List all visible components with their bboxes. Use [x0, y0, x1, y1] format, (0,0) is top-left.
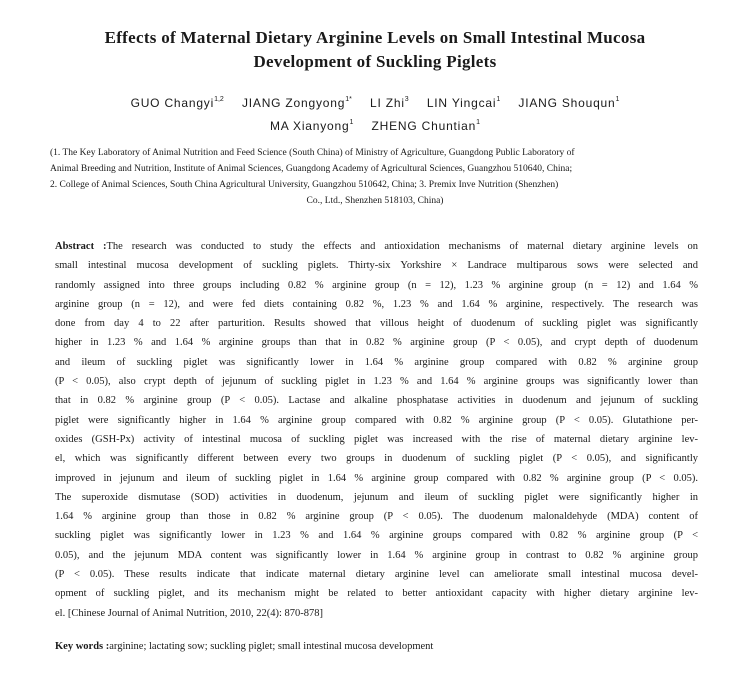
affiliation-line: Co., Ltd., Shenzhen 518103, China) [306, 196, 444, 206]
abstract-text: The research was conducted to study the effects and antioxidation mechanisms of maternal dietary arginine levels on [106, 241, 698, 252]
author-guo [131, 96, 224, 110]
abstract-line: oxides (GSH-Px) activity of intestinal mucosa of suckling piglet was increased with the rise of maternal dietary arginine lev- [55, 433, 698, 445]
paper-title-line-2: Development of Suckling Piglets [253, 52, 497, 71]
abstract-line: arginine group (n = 12), and were fed diets containing 0.82 %, 1.23 % and 1.64 % arginine, respectively. The research was [55, 298, 698, 310]
affiliation-line: 2. College of Animal Sciences, South China Agricultural University, Guangzhou 510642, China; 3. Premix Inve Nutrition (Shenzhen) [50, 180, 559, 190]
abstract-line: 0.05), and the jejunum MDA content was significantly lower in 1.64 % arginine group in contrast to 0.82 % arginine group [55, 549, 698, 561]
abstract-line: The superoxide dismutase (SOD) activities in duodenum, jejunum and ileum of suckling piglet were significantly higher in [55, 491, 698, 503]
author-affiliation-mark: 1 [476, 119, 481, 126]
author-affiliation-mark: 1 [349, 119, 354, 126]
abstract-line: improved in jejunum and ileum of suckling piglet in 1.64 % arginine group compared with 0.82 % arginine group (P < 0.05). [55, 472, 698, 484]
author-name: JIANG Shouqun [518, 96, 616, 110]
author-ma [270, 119, 353, 133]
keywords-label: Key words : [55, 641, 110, 652]
author-affiliation-mark: 3 [404, 96, 409, 103]
paper-title-line-1: Effects of Maternal Dietary Arginine Levels on Small Intestinal Mucosa [104, 28, 646, 47]
affiliation-line: (1. The Key Laboratory of Animal Nutrition and Feed Science (South China) of Ministry of Agriculture, Guangdong Public Laboratory of [50, 148, 575, 158]
author-list-line-1 [40, 96, 710, 110]
abstract-line: that in 0.82 % arginine group (P < 0.05). Lactase and alkaline phosphatase activities in duodenum and jejunum of suckling [55, 395, 698, 407]
abstract-line [55, 237, 698, 256]
author-name: MA Xianyong [269, 119, 350, 133]
abstract-line: (P < 0.05). These results indicate that indicate maternal dietary arginine level can ameliorate small intestinal mucosa devel- [55, 569, 698, 581]
author-jiang-shouqun [518, 96, 619, 110]
affiliation-line: Animal Breeding and Nutrition, Institute of Animal Sciences, Guangdong Academy of Agricultural Sciences, Guangzhou 510640, China; [50, 164, 573, 174]
author-name: GUO Changyi [130, 96, 215, 110]
abstract-line: done from day 4 to 22 after parturition. Results showed that villous height of duodenum of suckling piglet was significantly [55, 318, 698, 330]
keywords [55, 641, 433, 652]
author-affiliation-mark: 1 [615, 96, 620, 103]
author-zheng [372, 119, 480, 133]
author-lin [427, 96, 500, 110]
author-affiliation-mark: 1* [345, 96, 352, 103]
abstract-line: randomly assigned into three groups including 0.82 % arginine group (n = 12), 1.23 % arginine group (n = 12) and 1.64 % [55, 279, 698, 291]
author-name: ZHENG Chuntian [371, 119, 477, 133]
abstract-line: el, which was significantly different between every two groups in duodenum of suckling piglet (P < 0.05), and significantly [55, 453, 698, 465]
abstract [55, 237, 698, 623]
abstract-line: piglet were significantly higher in 1.64 % arginine group compared with 0.82 % arginine group (P < 0.05). Glutathione per- [55, 414, 698, 426]
abstract-line: suckling piglet was significantly lower in 1.23 % and 1.64 % arginine groups compared with 0.82 % arginine group (P < [55, 530, 698, 542]
abstract-line: and ileum of suckling piglet was significantly lower in 1.64 % arginine group compared with 0.82 % arginine group [55, 356, 698, 368]
author-name: LI Zhi [369, 96, 405, 110]
author-affiliation-mark: 1 [496, 96, 501, 103]
abstract-line: opment of suckling piglet, and its mechanism might be related to better antioxidant capacity with higher dietary arginine lev- [55, 588, 698, 600]
abstract-line: 1.64 % arginine group than those in 0.82 % arginine group (P < 0.05). The duodenum malonaldehyde (MDA) content of [55, 511, 698, 523]
abstract-line: el. [Chinese Journal of Animal Nutrition, 2010, 22(4): 870-878] [55, 607, 324, 619]
keywords-text: arginine; lactating sow; suckling piglet; small intestinal mucosa development [109, 641, 434, 652]
author-affiliation-mark: 1,2 [214, 96, 224, 103]
abstract-label: Abstract : [55, 241, 107, 252]
affiliations [50, 145, 700, 209]
abstract-line: small intestinal mucosa development of suckling piglets. Thirty-six Yorkshire × Landrace multiparous sows were selected and [55, 260, 698, 272]
author-jiang-zongyong [242, 96, 352, 110]
abstract-line: higher in 1.23 % and 1.64 % arginine groups than that in 0.82 % arginine group (P < 0.05), and crypt depth of duodenum [55, 337, 698, 349]
author-name: LIN Yingcai [426, 96, 497, 110]
author-name: JIANG Zongyong [241, 96, 346, 110]
author-li [370, 96, 409, 110]
author-list-line-2 [40, 119, 710, 133]
abstract-line: (P < 0.05), also crypt depth of jejunum of suckling piglet in 1.23 % and 1.64 % arginine groups was significantly lower than [55, 376, 698, 388]
